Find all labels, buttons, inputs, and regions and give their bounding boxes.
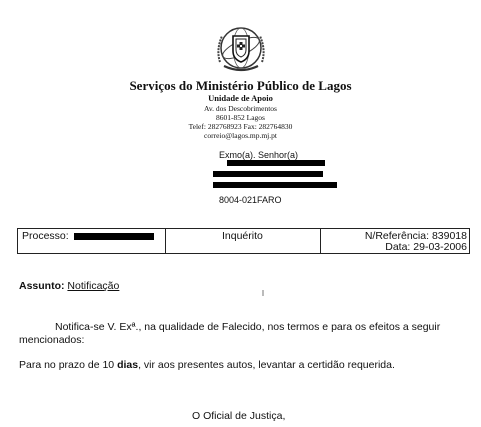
notice-paragraph-line-2: mencionados: <box>19 334 85 346</box>
reference-label: N/Referência: <box>364 230 430 242</box>
address-postal: 8601-852 Lagos <box>216 113 265 122</box>
deadline-paragraph <box>19 359 395 371</box>
subject-value: Notificação <box>67 280 120 292</box>
coat-of-arms-icon <box>212 22 270 78</box>
notice-paragraph-line-1: Notifica-se V. Exª., na qualidade de Falecido, nos termos e para os efeitos a seguir <box>55 321 441 333</box>
deadline-days: dias <box>117 359 139 371</box>
redaction-bar <box>227 160 325 166</box>
recipient-postal-code: 8004-021FARO <box>219 195 282 205</box>
table-divider <box>165 229 166 253</box>
process-table <box>17 228 470 254</box>
redaction-bar <box>213 171 323 177</box>
date-value: 29-03-2006 <box>413 241 467 253</box>
redaction-bar <box>213 182 337 188</box>
subject-line <box>19 280 119 292</box>
signature-title: O Oficial de Justiça, <box>192 410 286 422</box>
subject-label: Assunto: <box>19 280 65 292</box>
process-label: Processo: <box>22 230 69 242</box>
deadline-text-start: Para no prazo de 10 <box>19 359 118 371</box>
contact-email: correio@lagos.mp.mj.pt <box>204 131 277 140</box>
redaction-bar <box>74 233 154 240</box>
contact-phones: Telef: 282768923 Fax: 282764830 <box>188 122 293 131</box>
date-label: Data: <box>385 241 411 253</box>
scan-speck <box>262 290 264 296</box>
address-street: Av. dos Descobrimentos <box>204 104 277 113</box>
date-line <box>385 241 467 253</box>
table-divider <box>320 229 321 253</box>
deadline-text-end: , vir aos presentes autos, levantar a certidão requerida. <box>138 359 395 371</box>
reference-value: 839018 <box>431 230 467 242</box>
organization-name: Serviços do Ministério Público de Lagos <box>129 78 352 93</box>
process-type: Inquérito <box>222 230 263 242</box>
recipient-salutation: Exmo(a). Senhor(a) <box>219 150 299 160</box>
unit-name: Unidade de Apoio <box>208 93 273 103</box>
